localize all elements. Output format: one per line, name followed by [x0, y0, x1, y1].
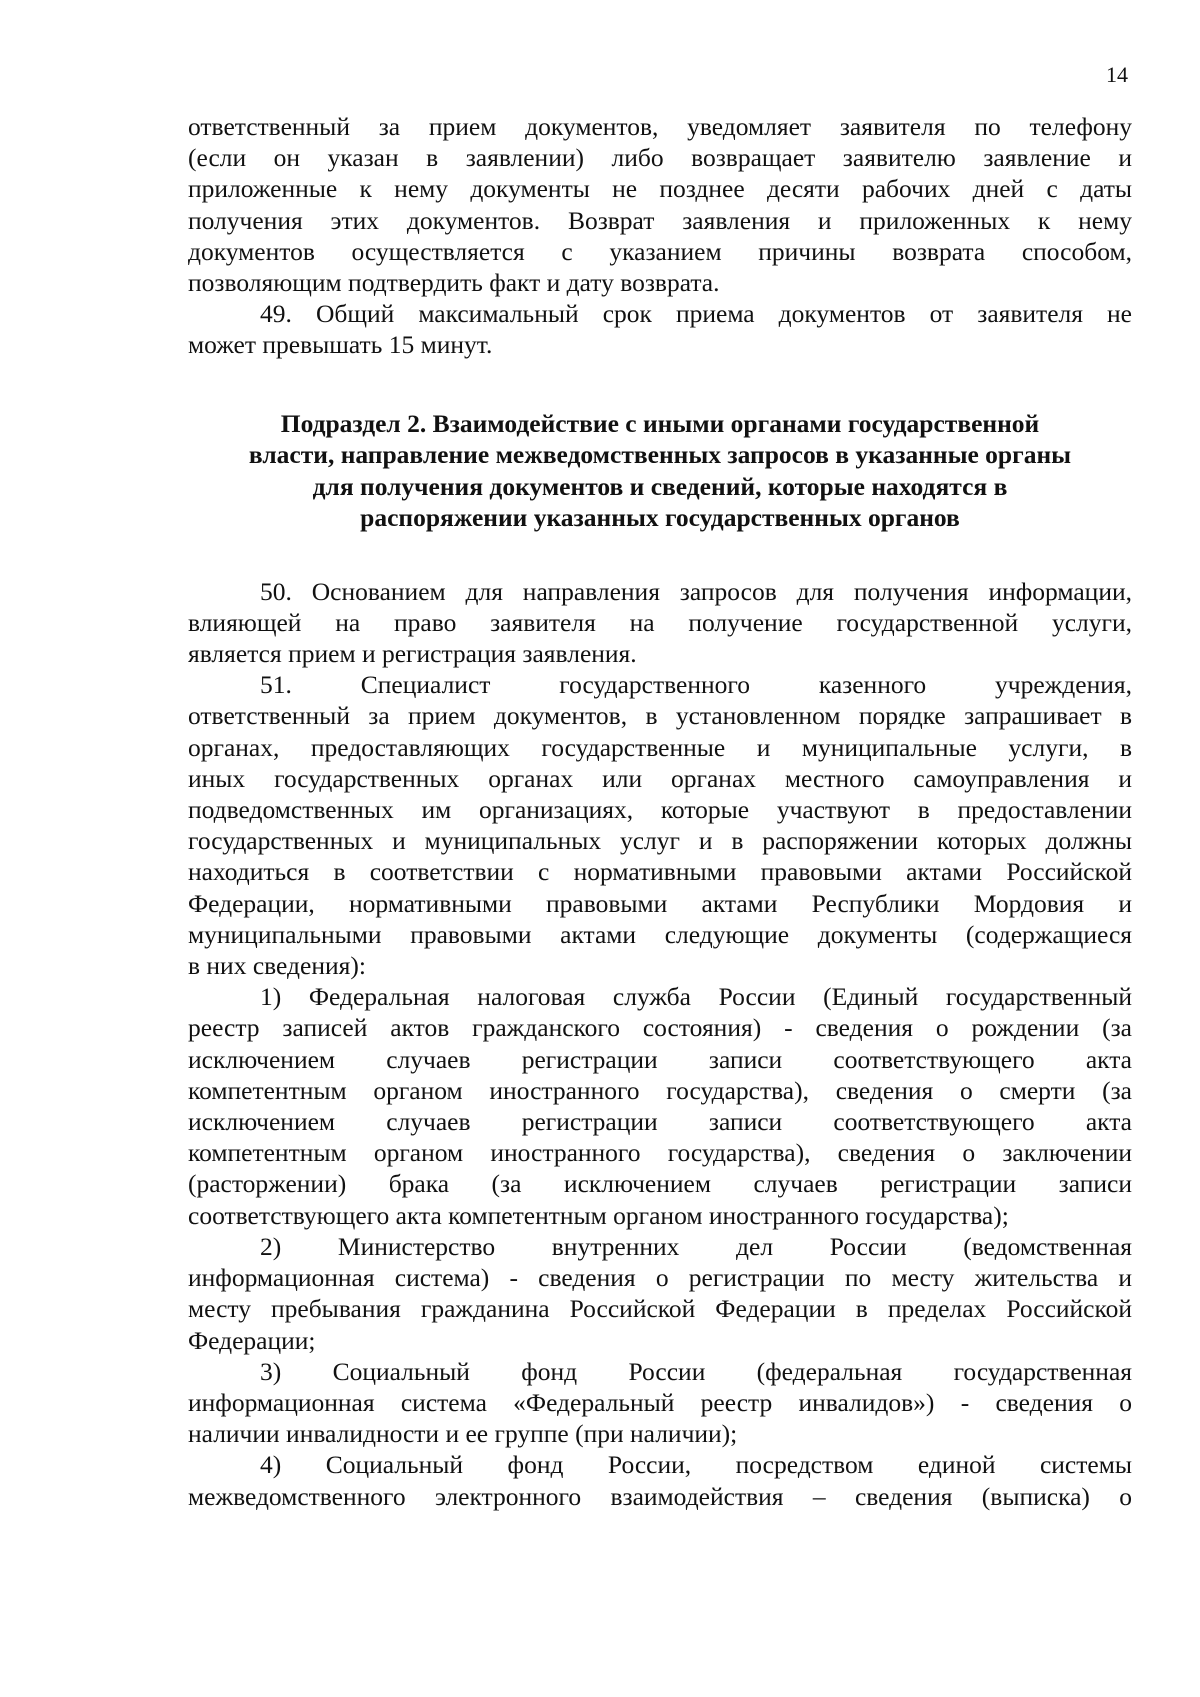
text-line: является прием и регистрация заявления. [188, 639, 637, 669]
text-line: исключением случаев регистрации записи соответствующего акта [188, 1044, 1132, 1074]
text-line: получения этих документов. Возврат заявления и приложенных к нему [188, 205, 1132, 235]
text-line: приложенные к нему документы не позднее десяти рабочих дней с даты [188, 174, 1132, 204]
text-line: компетентным органом иностранного государства), сведения о смерти (за [188, 1075, 1132, 1105]
text-line: 49. Общий максимальный срок приема документов от заявителя не [260, 299, 1132, 329]
paragraph [188, 1356, 1132, 1450]
text-line: (расторжении) брака (за исключением случаев регистрации записи [188, 1169, 1132, 1199]
text-line: 50. Основанием для направления запросов для получения информации, [260, 576, 1132, 606]
page-number: 14 [1106, 62, 1128, 87]
text-line: органах, предоставляющих государственные и муниципальные услуги, в [188, 732, 1132, 762]
text-line: может превышать 15 минут. [188, 330, 493, 360]
paragraph [188, 1231, 1132, 1356]
subsection-heading [188, 408, 1132, 534]
heading-line: для получения документов и сведений, которые находятся в [312, 471, 1008, 501]
text-line: соответствующего акта компетентным органом иностранного государства); [188, 1200, 1009, 1230]
text-line: находиться в соответствии с нормативными правовыми актами Российской [188, 857, 1132, 887]
text-line: наличии инвалидности и ее группе (при наличии); [188, 1419, 738, 1449]
bottom-paragraphs [188, 576, 1132, 1512]
text-line: информационная система) - сведения о регистрации по месту жительства и [188, 1263, 1132, 1293]
paragraph [188, 981, 1132, 1231]
text-line: компетентным органом иностранного государства), сведения о заключении [188, 1138, 1132, 1168]
text-line: влияющей на право заявителя на получение государственной услуги, [188, 607, 1132, 637]
text-line: (если он указан в заявлении) либо возвращает заявителю заявление и [188, 143, 1132, 173]
text-line: 1) Федеральная налоговая служба России (Единый государственный [260, 982, 1132, 1012]
text-line: подведомственных им организациях, которые участвуют в предоставлении [188, 795, 1132, 825]
paragraph [188, 669, 1132, 981]
paragraph [188, 576, 1132, 670]
text-line: 4) Социальный фонд России, посредством единой системы [260, 1450, 1132, 1480]
text-line: иных государственных органах или органах местного самоуправления и [188, 763, 1132, 793]
heading-line: власти, направление межведомственных запросов в указанные органы [248, 440, 1072, 470]
text-line: исключением случаев регистрации записи соответствующего акта [188, 1107, 1132, 1137]
text-line: информационная система «Федеральный реестр инвалидов») - сведения о [188, 1387, 1132, 1417]
text-line: 51. Специалист государственного казенного учреждения, [260, 670, 1132, 700]
document-body [188, 111, 1132, 1512]
paragraph [188, 298, 1132, 360]
text-line: 3) Социальный фонд России (федеральная государственная [260, 1356, 1132, 1386]
heading-line: распоряжении указанных государственных органов [360, 503, 960, 533]
text-line: межведомственного электронного взаимодействия – сведения (выписка) о [188, 1481, 1132, 1511]
heading-line: Подраздел 2. Взаимодействие с иными органами государственной [280, 408, 1040, 438]
text-line: месту пребывания гражданина Российской Федерации в пределах Российской [188, 1294, 1132, 1324]
paragraph [188, 111, 1132, 298]
text-line: в них сведения): [188, 951, 366, 981]
text-line: ответственный за прием документов, уведомляет заявителя по телефону [188, 112, 1132, 141]
text-line: муниципальными правовыми актами следующие документы (содержащиеся [188, 919, 1132, 949]
top-paragraphs [188, 111, 1132, 361]
text-line: Федерации, нормативными правовыми актами Республики Мордовия и [188, 888, 1132, 918]
text-line: ответственный за прием документов, в установленном порядке запрашивает в [188, 701, 1132, 731]
text-line: реестр записей актов гражданского состояния) - сведения о рождении (за [188, 1013, 1132, 1043]
text-line: государственных и муниципальных услуг и в распоряжении которых должны [188, 826, 1132, 856]
text-line: документов осуществляется с указанием причины возврата способом, [188, 236, 1132, 266]
text-line: 2) Министерство внутренних дел России (ведомственная [260, 1231, 1132, 1261]
text-line: позволяющим подтвердить факт и дату возврата. [188, 268, 720, 298]
paragraph [188, 1449, 1132, 1511]
text-line: Федерации; [188, 1325, 316, 1355]
